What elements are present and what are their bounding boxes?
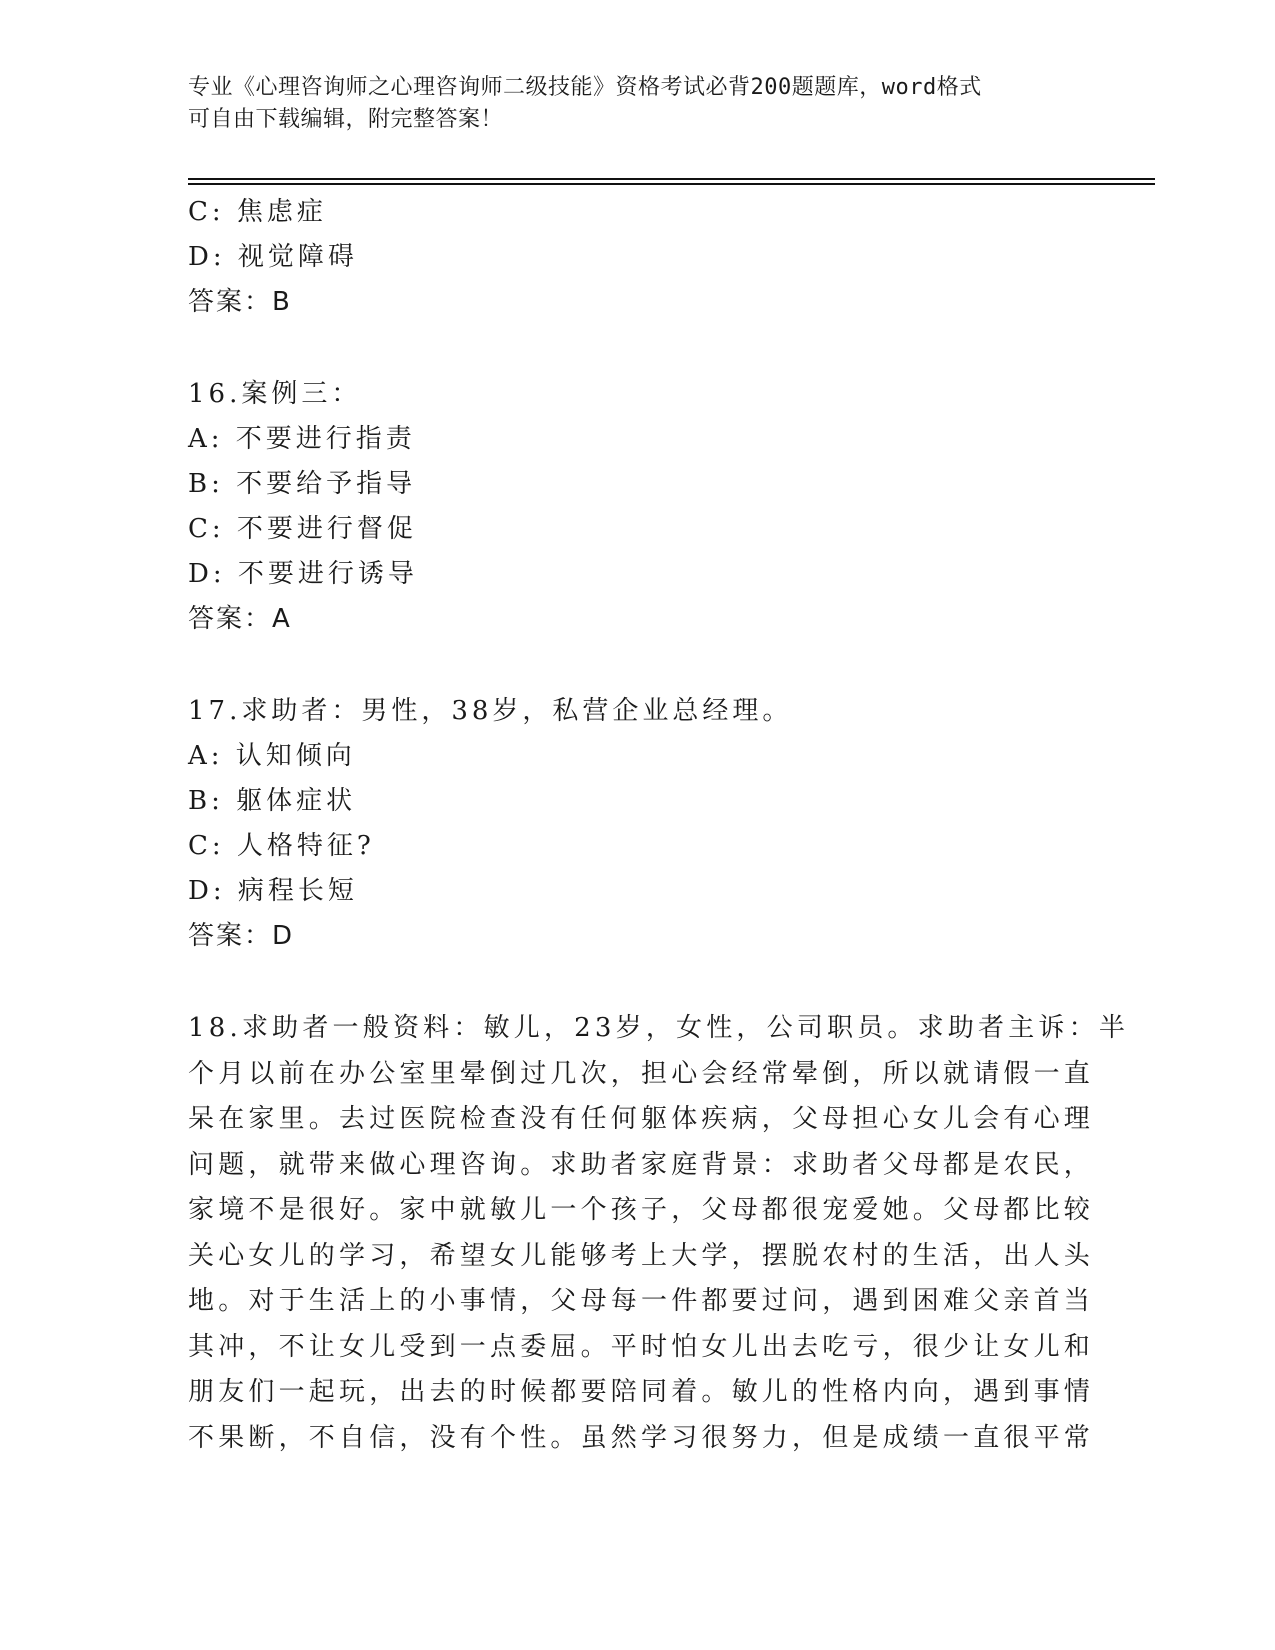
question-text: 16.案例三： <box>188 379 362 409</box>
option-d: D: 不要进行诱导 <box>188 559 418 589</box>
paragraph-line: 呆在家里。去过医院检查没有任何躯体疾病，父母担心女儿会有心理 <box>188 1104 1095 1134</box>
spacer <box>188 325 1088 372</box>
question-15-tail <box>188 190 1088 325</box>
document-body <box>188 190 1130 1461</box>
option-d: D: 病程长短 <box>188 876 358 906</box>
paragraph-line: 地。对于生活上的小事情，父母每一件都要过问，遇到困难父亲首当 <box>188 1286 1095 1316</box>
document-header <box>188 72 1068 136</box>
header-title-line-1: 专业《心理咨询师之心理咨询师二级技能》资格考试必背200题题库，word格式 <box>188 75 982 100</box>
option-c: C: 不要进行督促 <box>188 514 417 544</box>
option-b: B: 躯体症状 <box>188 786 357 816</box>
paragraph-line: 问题，就带来做心理咨询。求助者家庭背景：求助者父母都是农民， <box>188 1149 1095 1180</box>
option-c: C: 人格特征? <box>188 831 375 861</box>
header-title-line-2: 可自由下载编辑，附完整答案！ <box>188 107 504 132</box>
paragraph-line: 家境不是很好。家中就敏儿一个孩子，父母都很宠爱她。父母都比较 <box>188 1195 1095 1225</box>
spacer <box>188 959 1088 1006</box>
option-a: A: 认知倾向 <box>188 741 356 771</box>
option-d: D: 视觉障碍 <box>188 242 358 272</box>
paragraph-line: 18.求助者一般资料：敏儿，23岁，女性，公司职员。求助者主诉：半 <box>188 1013 1130 1043</box>
paragraph-line: 朋友们一起玩，出去的时候都要陪同着。敏儿的性格内向，遇到事情 <box>188 1377 1095 1407</box>
paragraph-line: 个月以前在办公室里晕倒过几次，担心会经常晕倒，所以就请假一直 <box>188 1058 1095 1089</box>
option-b: B: 不要给予指导 <box>188 469 417 499</box>
question-17 <box>188 689 1088 959</box>
paragraph-line: 其冲，不让女儿受到一点委屈。平时怕女儿出去吃亏，很少让女儿和 <box>188 1331 1095 1362</box>
header-divider-top <box>188 178 1155 180</box>
question-18 <box>188 1006 1130 1461</box>
header-divider-bottom <box>188 183 1155 185</box>
answer-line: 答案：D <box>188 921 295 951</box>
answer-line: 答案：A <box>188 604 292 634</box>
answer-line: 答案：B <box>188 287 292 317</box>
paragraph-line: 不果断，不自信，没有个性。虽然学习很努力，但是成绩一直很平常 <box>188 1422 1095 1453</box>
paragraph-line: 关心女儿的学习，希望女儿能够考上大学，摆脱农村的生活，出人头 <box>188 1240 1095 1271</box>
question-text: 17.求助者：男性，38岁，私营企业总经理。 <box>188 696 793 726</box>
spacer <box>188 642 1088 689</box>
option-a: A: 不要进行指责 <box>188 424 416 454</box>
question-16 <box>188 372 1088 642</box>
option-c: C: 焦虑症 <box>188 197 327 227</box>
